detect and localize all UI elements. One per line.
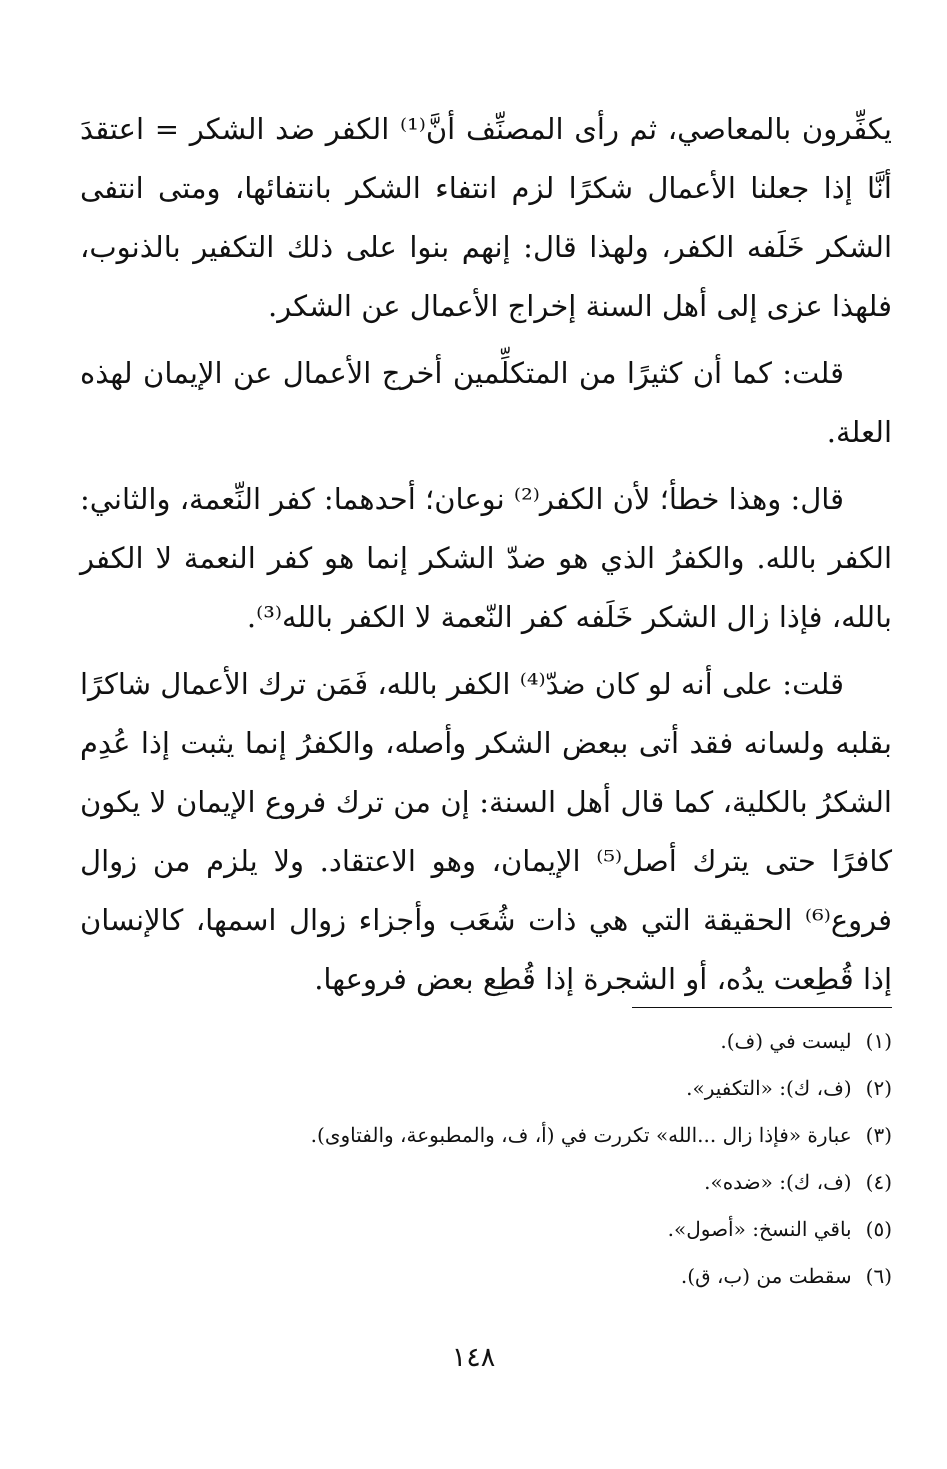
page-number: ١٤٨ [451,1342,496,1373]
paragraph-3: قال: وهذا خطأ؛ لأن الكفر⁽²⁾ نوعان؛ أحدهما: كفر النِّعمة، والثاني: الكفر بالله. والكفرُ الذي هو ضدّ الشكر إنما هو كفر النعمة لا الكفر بالله، فإذا زال الشكر خَلَفه كفر النّعمة لا الكفر بالله⁽³⁾. [79,482,892,634]
footnote-number: (٥) [865,1217,892,1241]
paragraph-4: قلت: على أنه لو كان ضدّ⁽⁴⁾ الكفر بالله، فَمَن ترك الأعمال شاكرًا بقلبه ولسانه فقد أتى ببعض الشكر وأصله، والكفرُ إنما يثبت إذا عُدِم الشكرُ بالكلية، كما قال أهل السنة: إن من ترك فروع الإيمان لا يكون كافرًا حتى يترك أصل⁽⁵⁾ الإيمان، وهو الاعتقاد. ولا يلزم من زوال فروع⁽⁶⁾ الحقيقة التي هي ذات شُعَب وأجزاء زوال اسمها، كالإنسان إذا قُطِعت يدُه، أو الشجرة إذا قُطِع بعض فروعها. [80,667,893,996]
footnote-text: عبارة «فإذا زال ...الله» تكررت في (أ، ف، والمطبوعة، والفتاوى). [310,1123,852,1147]
footnote-number: (٢) [865,1076,892,1100]
footnote-6 [80,1253,892,1300]
footnote-number: (٣) [865,1123,892,1147]
footnote-text: ليست في (ف). [720,1029,852,1053]
footnote-1 [80,1018,892,1065]
footnote-text: (ف، ك): «ضده». [704,1170,852,1194]
footnote-5 [80,1206,892,1253]
paragraph-1: يكفِّرون بالمعاصي، ثم رأى المصنِّف أنَّ⁽¹⁾ الكفر ضد الشكر = اعتقدَ أنَّا إذا جعلنا الأعمال شكرًا لزم انتفاء الشكر بانتفائها، ومتى انتفى الشكر خَلَفه الكفر، ولهذا قال: إنهم بنوا على ذلك التكفير بالذنوب، فلهذا عزى إلى أهل السنة إخراج الأعمال عن الشكر. [80,112,892,323]
footnote-4 [80,1159,892,1206]
footnote-number: (١) [865,1029,892,1053]
paragraph-2: قلت: كما أن كثيرًا من المتكلِّمين أخرج الأعمال عن الإيمان لهذه العلة. [80,356,892,449]
main-text [80,100,892,1017]
footnote-divider [632,1007,892,1008]
footnote-number: (٤) [865,1170,892,1194]
footnote-text: باقي النسخ: «أصول». [667,1217,852,1241]
footnote-number: (٦) [865,1264,892,1288]
footnote-3 [80,1112,892,1159]
footnotes [80,1018,892,1300]
footnote-text: سقطت من (ب، ق). [680,1264,852,1288]
footnote-2 [80,1065,892,1112]
footnote-text: (ف، ك): «التكفير». [686,1076,852,1100]
